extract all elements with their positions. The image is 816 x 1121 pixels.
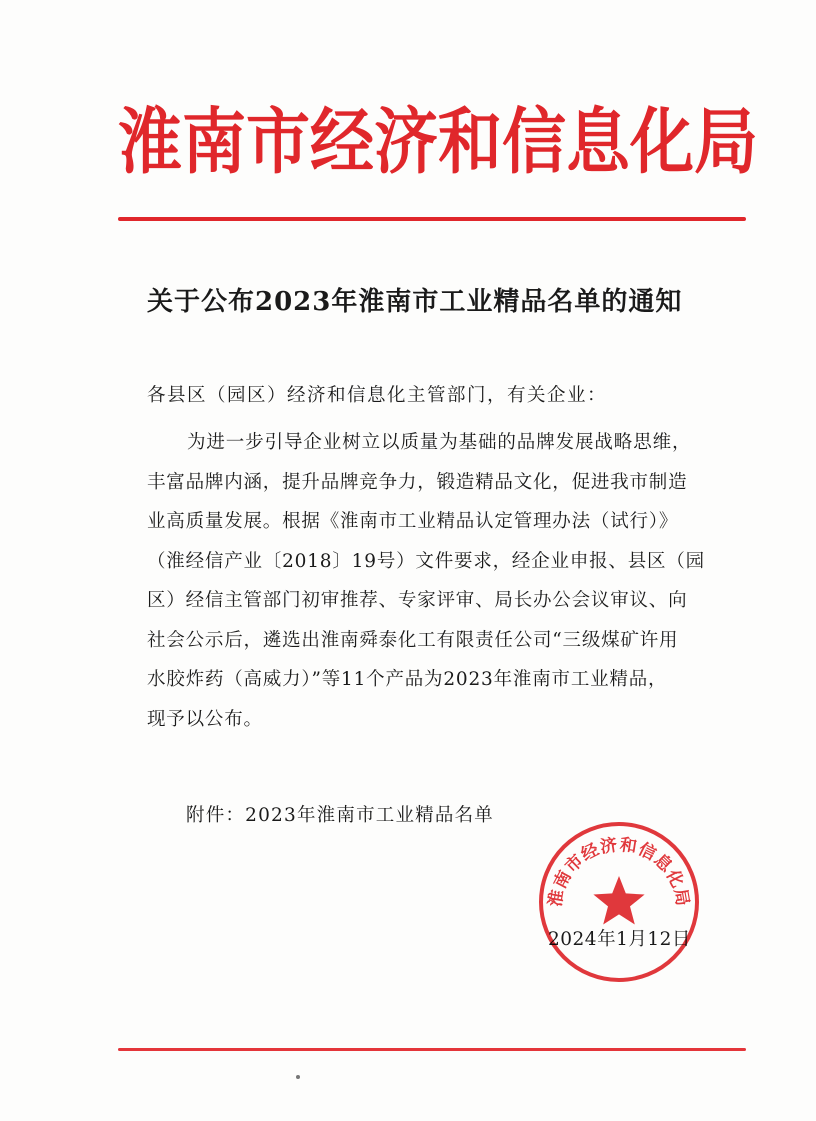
org-header-char: 息: [566, 101, 630, 185]
star-icon: [593, 876, 644, 925]
org-header-char: 经: [310, 101, 374, 185]
header-divider: [118, 217, 746, 221]
org-header-char: 淮: [118, 101, 182, 185]
body-line: 水胶炸药（高威力）”等11个产品为2023年淮南市工业精品，: [147, 669, 668, 690]
salutation: 各县区（园区）经济和信息化主管部门，有关企业：: [147, 385, 608, 406]
document-title: 关于公布2023年淮南市工业精品名单的通知: [147, 287, 683, 317]
org-header-char: 市: [246, 101, 310, 185]
body-line: 为进一步引导企业树立以质量为基础的品牌发展战略思维，: [187, 432, 692, 453]
body-text: [147, 423, 757, 739]
footer-divider: [118, 1048, 746, 1051]
body-line: 现予以公布。: [147, 708, 263, 730]
body-line: 社会公示后，遴选出淮南舜泰化工有限责任公司“三级煤矿许用: [147, 629, 679, 651]
org-header-char: 和: [438, 101, 502, 185]
body-line: （淮经信产业〔2018〕19号）文件要求，经企业申报、县区（园: [147, 550, 705, 572]
org-header-char: 济: [374, 101, 438, 185]
org-header-char: 化: [630, 101, 694, 185]
attachment-note: 附件：2023年淮南市工业精品名单: [186, 805, 494, 826]
org-header-char: 信: [502, 101, 566, 185]
org-header-char: 局: [694, 101, 758, 185]
official-seal: [537, 820, 701, 984]
issue-date: 2024年1月12日: [548, 929, 691, 950]
body-line: 丰富品牌内涵，提升品牌竞争力，锻造精品文化，促进我市制造: [147, 471, 688, 493]
body-line: 区）经信主管部门初审推荐、专家评审、局长办公会议审议、向: [147, 590, 688, 611]
scan-speck: [296, 1075, 300, 1079]
seal-text: 淮南市经济和信息化局: [545, 835, 693, 909]
body-line: 业高质量发展。根据《淮南市工业精品认定管理办法（试行）》: [147, 511, 679, 532]
org-header: [118, 98, 758, 188]
org-header-char: 南: [182, 101, 246, 185]
